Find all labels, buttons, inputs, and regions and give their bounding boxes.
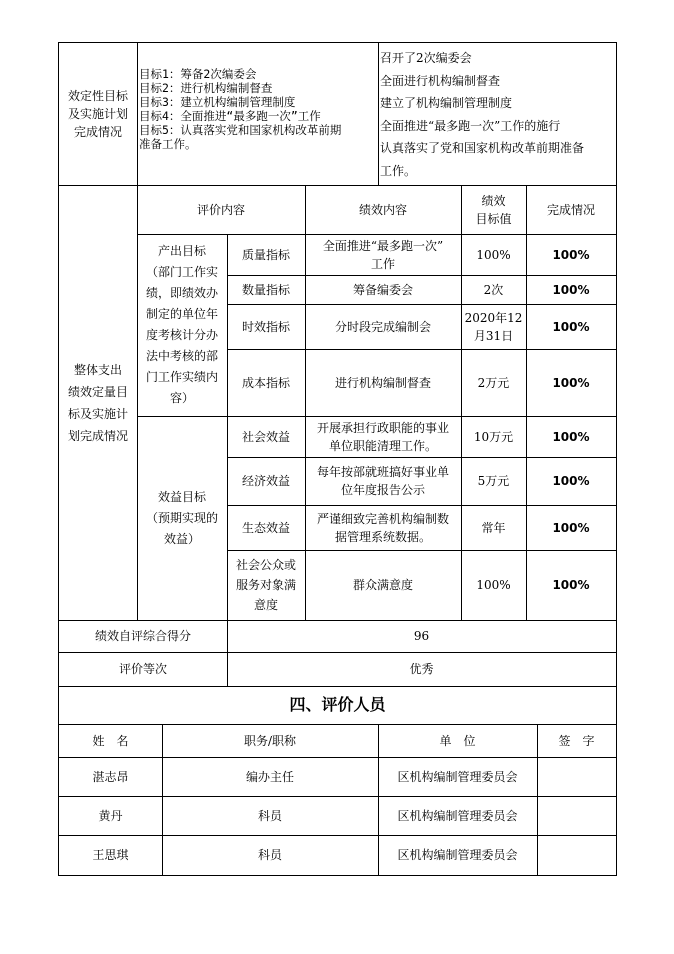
result-value: 100% — [552, 375, 590, 390]
score-value-cell — [227, 620, 617, 653]
quantitative-label-cell — [58, 185, 138, 621]
result-value: 100% — [552, 429, 590, 444]
evaluator-header-position: 职务/职称 — [243, 733, 297, 748]
header-performance: 绩效内容 — [358, 202, 407, 217]
evaluator-position-cell — [162, 757, 379, 797]
goals-text: 目标1：筹备2次编委会 目标2：进行机构编制督查 目标3：建立机构编制管理制度 目标4：全面推进“最多跑一次”工作 目标5：认真落实党和国家机构改革前期 准备工作。 — [139, 67, 342, 151]
content-text: 进行机构编制督查 — [334, 375, 431, 390]
evaluator-unit-cell — [378, 796, 538, 836]
score-label-cell — [58, 620, 228, 653]
content-text: 群众满意度 — [352, 578, 413, 592]
header-content: 评价内容 — [196, 202, 245, 217]
evaluator-signature-cell[interactable] — [537, 835, 617, 876]
qualitative-label: 效定性目标 及实施计划 完成情况 — [67, 89, 128, 139]
content-cell — [305, 304, 462, 350]
grade-value: 优秀 — [409, 662, 434, 676]
content-text: 开展承担行政职能的事业 单位职能清理工作。 — [316, 420, 449, 453]
evaluator-unit: 区机构编制管理委员会 — [397, 848, 518, 862]
evaluator-unit: 区机构编制管理委员会 — [397, 769, 518, 784]
header-completion: 完成情况 — [546, 202, 595, 217]
indicator-cell — [227, 505, 306, 551]
content-text: 严谨细致完善机构编制数 据管理系统数据。 — [316, 511, 449, 544]
content-text: 全面推进“最多跑一次” 工作 — [322, 238, 444, 271]
evaluator-name: 湛志昂 — [92, 769, 129, 784]
evaluator-position-cell — [162, 796, 379, 836]
result-cell — [526, 275, 617, 305]
target-cell — [461, 275, 527, 305]
benefit-group-label: 效益目标 （预期实现的 效益） — [145, 489, 218, 546]
result-value: 100% — [552, 319, 590, 334]
target-cell — [461, 304, 527, 350]
result-value: 100% — [552, 247, 590, 262]
completion-text: 召开了2次编委会 全面进行机构编制督查 建立了机构编制管理制度 全面推进“最多跑一次”工作的施行 认真落实了党和国家机构改革前期准备 工作。 — [380, 51, 585, 178]
evaluators-title-cell — [58, 686, 617, 725]
result-cell — [526, 234, 617, 276]
benefit-group-cell — [137, 416, 228, 621]
header-target-cell — [461, 185, 527, 235]
indicator-cell — [227, 234, 306, 276]
evaluator-header-unit-cell — [378, 724, 538, 758]
indicator-cell — [227, 550, 306, 621]
result-cell — [526, 304, 617, 350]
evaluator-unit-cell — [378, 835, 538, 876]
indicator-label: 数量指标 — [241, 282, 290, 297]
header-target: 绩效 目标值 — [475, 193, 512, 226]
evaluator-position: 编办主任 — [245, 769, 294, 784]
result-cell — [526, 349, 617, 417]
indicator-label: 时效指标 — [241, 319, 290, 334]
target-value: 100% — [476, 578, 511, 592]
evaluator-signature-cell[interactable] — [537, 757, 617, 797]
header-content-cell — [137, 185, 306, 235]
indicator-label: 成本指标 — [241, 375, 290, 390]
content-cell — [305, 234, 462, 276]
evaluators-title: 四、评价人员 — [289, 695, 386, 714]
header-performance-cell — [305, 185, 462, 235]
indicator-cell — [227, 304, 306, 350]
indicator-label: 社会效益 — [241, 429, 290, 444]
content-cell — [305, 416, 462, 458]
target-value: 2020年12 月31日 — [464, 310, 523, 343]
evaluator-header-name: 姓 名 — [92, 733, 129, 748]
header-completion-cell — [526, 185, 617, 235]
indicator-cell — [227, 416, 306, 458]
result-value: 100% — [552, 282, 590, 297]
content-cell — [305, 349, 462, 417]
content-cell — [305, 275, 462, 305]
completion-cell — [378, 42, 617, 186]
result-cell — [526, 550, 617, 621]
result-value: 100% — [552, 474, 590, 488]
qualitative-label-cell — [58, 42, 138, 186]
evaluator-name: 王思琪 — [92, 848, 129, 862]
content-cell — [305, 505, 462, 551]
result-value: 100% — [552, 578, 590, 592]
indicator-label: 经济效益 — [241, 474, 290, 488]
evaluator-signature-cell[interactable] — [537, 796, 617, 836]
evaluator-position: 科员 — [257, 808, 282, 823]
indicator-cell — [227, 275, 306, 305]
result-cell — [526, 457, 617, 506]
evaluator-name-cell — [58, 757, 163, 797]
grade-label-cell — [58, 652, 228, 687]
content-cell — [305, 457, 462, 506]
evaluator-header-name-cell — [58, 724, 163, 758]
target-cell — [461, 505, 527, 551]
evaluator-name-cell — [58, 796, 163, 836]
score-value: 96 — [413, 629, 430, 643]
output-group-cell — [137, 234, 228, 417]
target-cell — [461, 234, 527, 276]
evaluator-position: 科员 — [257, 848, 282, 862]
result-value: 100% — [552, 520, 590, 535]
content-cell — [305, 550, 462, 621]
indicator-cell — [227, 457, 306, 506]
evaluator-name-cell — [58, 835, 163, 876]
evaluator-unit-cell — [378, 757, 538, 797]
target-cell — [461, 550, 527, 621]
content-text: 筹备编委会 — [352, 282, 413, 297]
result-cell — [526, 505, 617, 551]
quantitative-label: 整体支出 绩效定量目 标及实施计 划完成情况 — [67, 362, 128, 443]
evaluator-name: 黄丹 — [98, 808, 123, 823]
target-value: 2次 — [483, 282, 504, 297]
indicator-label: 社会公众或 服务对象满 意度 — [235, 558, 296, 612]
target-cell — [461, 457, 527, 506]
content-text: 分时段完成编制会 — [334, 319, 431, 334]
evaluator-header-signature-cell — [537, 724, 617, 758]
goals-cell — [137, 42, 379, 186]
target-cell — [461, 349, 527, 417]
target-value: 10万元 — [473, 429, 514, 444]
indicator-label: 生态效益 — [241, 520, 290, 535]
grade-label: 评价等次 — [118, 662, 167, 676]
target-value: 100% — [476, 247, 511, 262]
target-cell — [461, 416, 527, 458]
evaluator-header-signature: 签 字 — [558, 733, 595, 748]
indicator-cell — [227, 349, 306, 417]
evaluator-header-position-cell — [162, 724, 379, 758]
content-text: 每年按部就班搞好事业单 位年度报告公示 — [316, 465, 449, 497]
evaluator-position-cell — [162, 835, 379, 876]
grade-value-cell — [227, 652, 617, 687]
target-value: 2万元 — [477, 375, 510, 390]
evaluator-unit: 区机构编制管理委员会 — [397, 808, 518, 823]
output-group-label: 产出目标 （部门工作实 绩，即绩效办 制定的单位年 度考核计分办 法中考核的部 门工作实绩内 容） — [145, 244, 218, 405]
target-value: 常年 — [481, 520, 506, 535]
score-label: 绩效自评综合得分 — [94, 629, 191, 643]
target-value: 5万元 — [477, 474, 510, 488]
result-cell — [526, 416, 617, 458]
evaluator-header-unit: 单 位 — [439, 733, 476, 748]
indicator-label: 质量指标 — [241, 247, 290, 262]
